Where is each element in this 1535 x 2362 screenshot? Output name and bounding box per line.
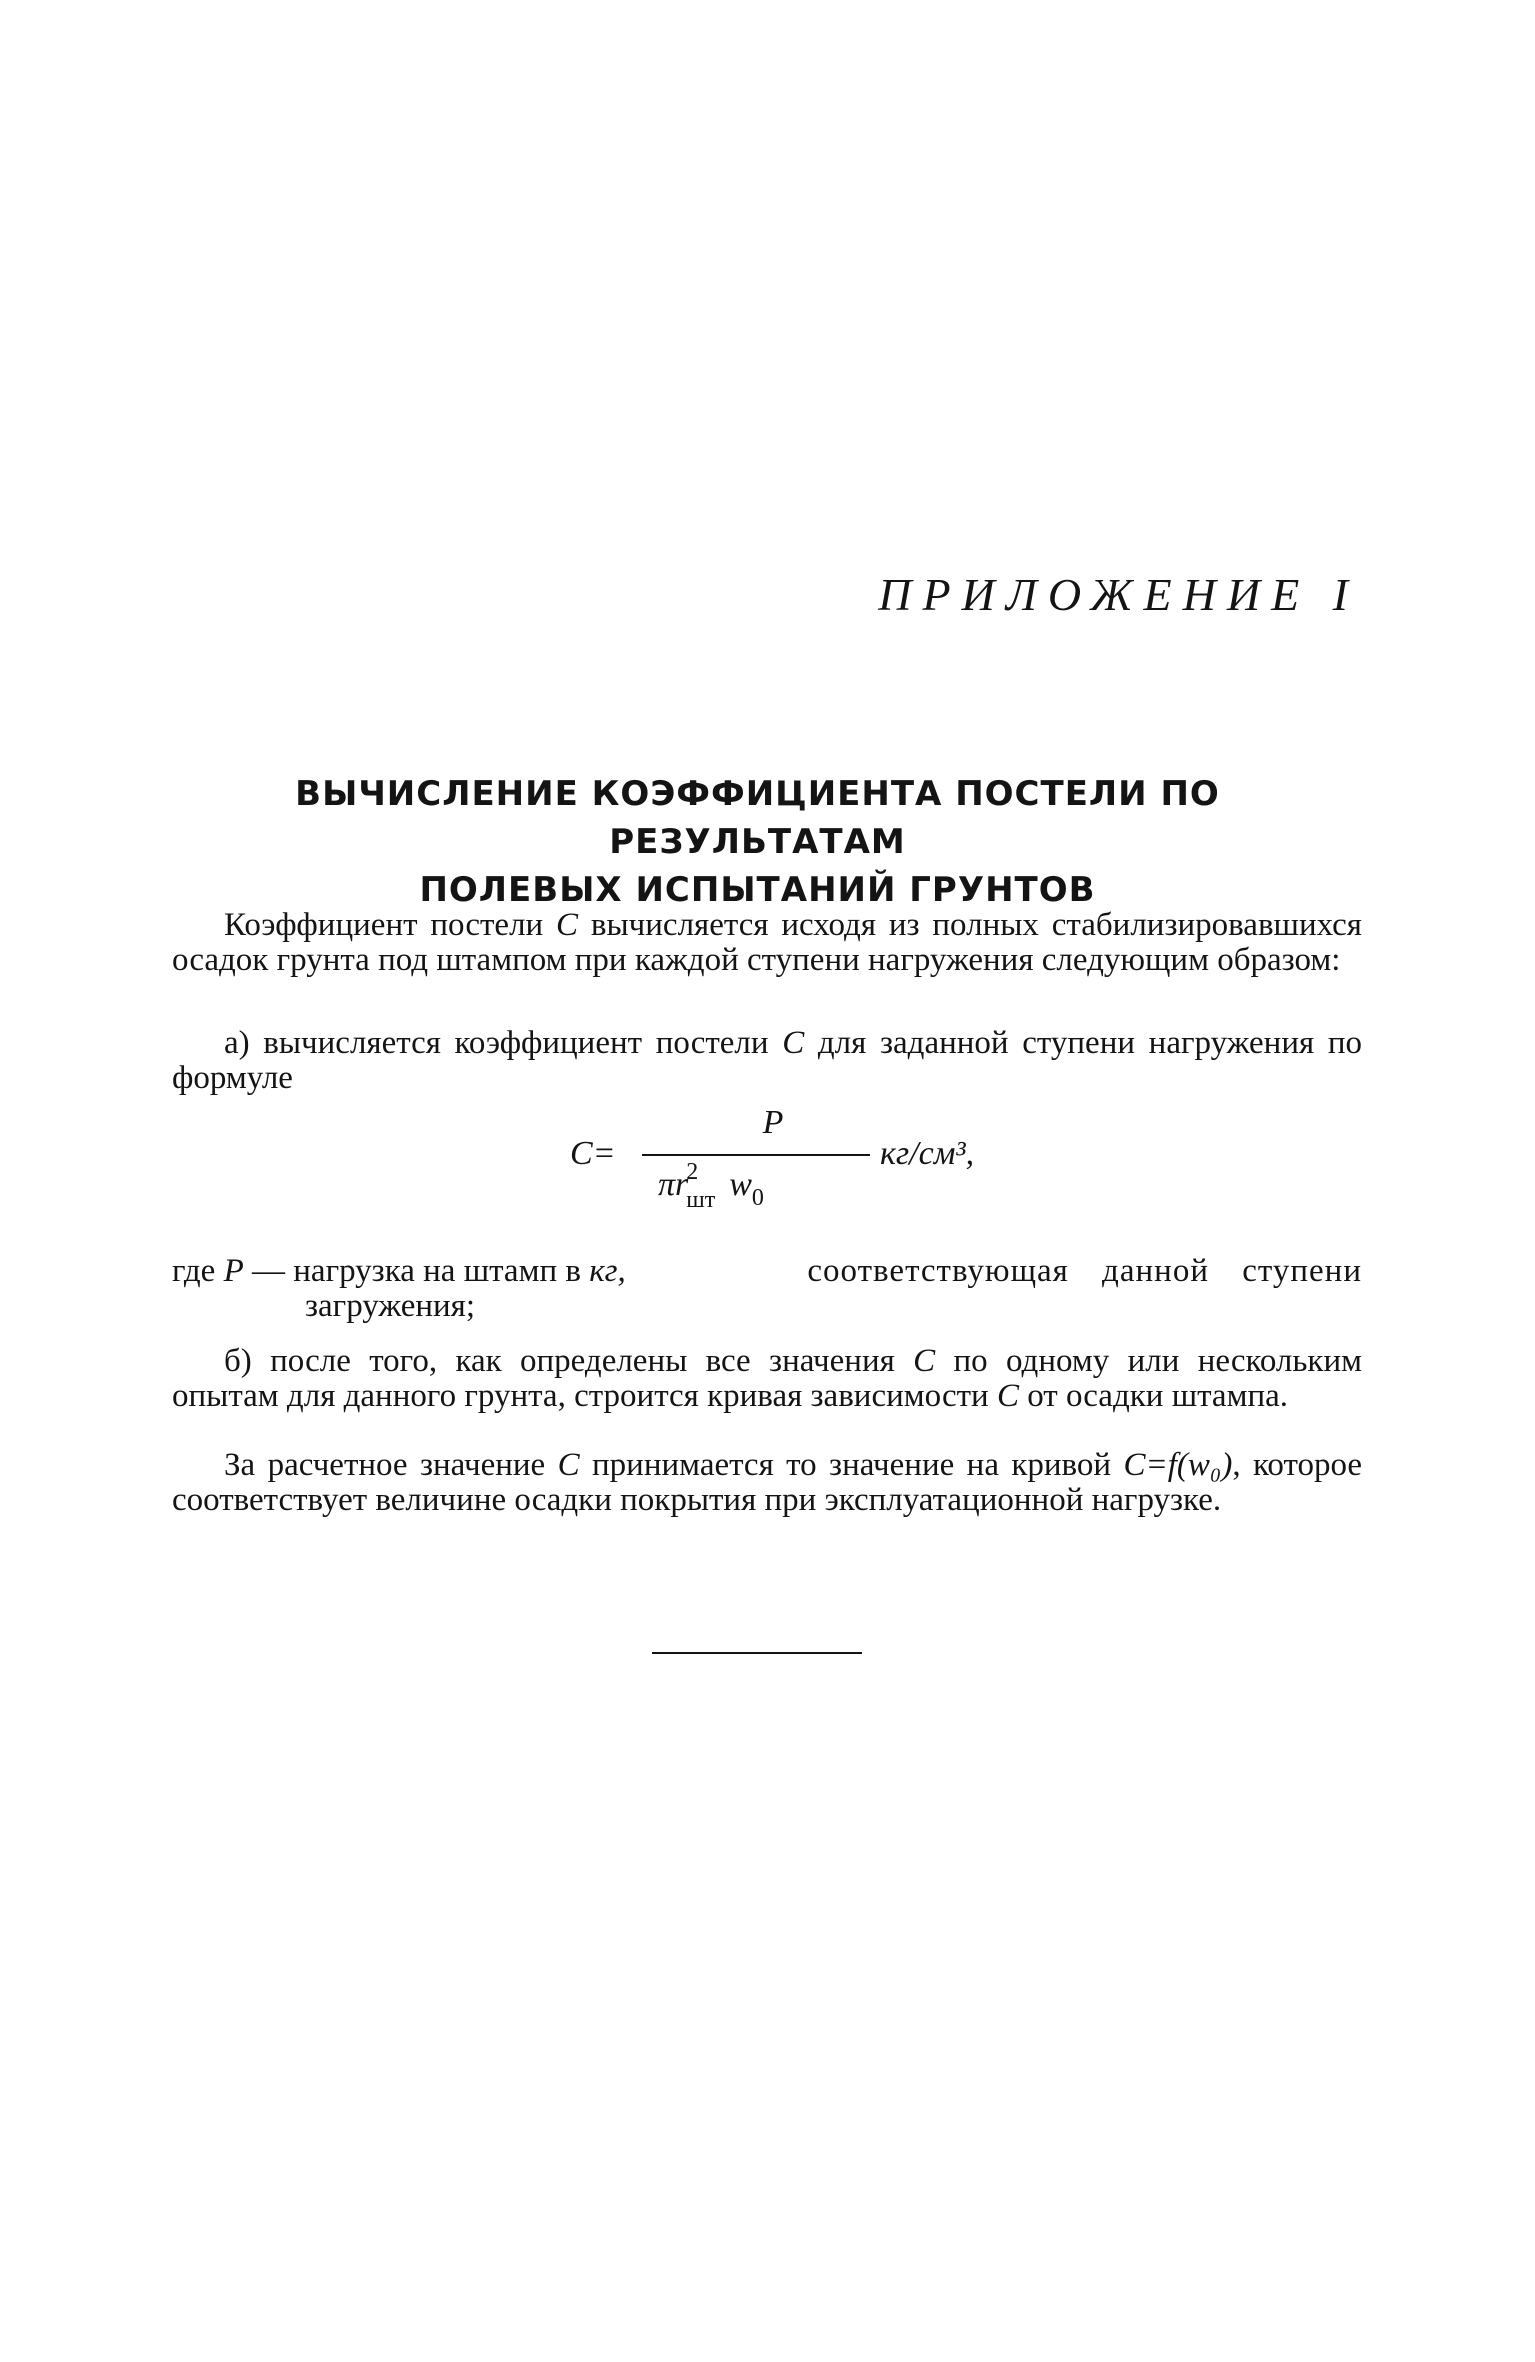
variable-c: C	[913, 1343, 936, 1379]
paragraph-step-a-text-1: а) вычисляется коэффициент постели	[224, 1025, 783, 1061]
paragraph-step-b-text-1: б) после того, как определены все значения	[224, 1343, 914, 1379]
where-left	[172, 1254, 626, 1289]
denominator-w: w	[729, 1166, 752, 1203]
paragraph-step-b-text-2: по одному или нескольким опытам для данного грунта, строится кривая зависимости	[172, 1343, 1362, 1414]
paragraph-intro-text-1: Коэффициент постели	[224, 907, 557, 943]
variable-p: P	[223, 1253, 244, 1289]
formula	[560, 1104, 1010, 1218]
function-expression: C=f(w₀)	[1123, 1447, 1233, 1483]
denominator-pi-r: πr	[658, 1166, 689, 1203]
section-title-line-1: ВЫЧИСЛЕНИЕ КОЭФФИЦИЕНТА ПОСТЕЛИ ПО РЕЗУЛЬТАТАМ	[295, 774, 1220, 862]
variable-c: C	[556, 907, 579, 943]
end-rule	[652, 1652, 862, 1654]
variable-c: C	[996, 1378, 1019, 1414]
where-clause	[172, 1254, 1362, 1324]
appendix-label: ПРИЛОЖЕНИЕ I	[878, 569, 1359, 620]
denominator-superscript: 2	[686, 1159, 699, 1185]
paragraph-step-b-text-3: от осадки штампа.	[1018, 1378, 1289, 1414]
paragraph-calculated-text-1: За расчетное значение	[224, 1447, 558, 1483]
paragraph-intro-text-2: вычисляется исходя из полных стабилизировавшихся осадок грунта под штампом при каждой ступени нагружения следующим образом:	[172, 907, 1362, 978]
formula-numerator: P	[762, 1104, 784, 1141]
formula-unit: кг/см³,	[880, 1135, 975, 1172]
where-text-2: соответствующая данной ступени	[807, 1253, 1362, 1289]
formula-lhs: C=	[570, 1135, 616, 1172]
paragraph-step-a-text-2: для заданной ступени нагружения по формуле	[172, 1025, 1362, 1096]
where-word: где	[172, 1253, 224, 1289]
section-title	[150, 770, 1365, 914]
paragraph-step-a	[172, 1026, 1362, 1096]
paragraph-intro	[172, 908, 1362, 978]
formula-denominator	[658, 1159, 764, 1213]
variable-c: C	[557, 1447, 580, 1483]
where-text-1: — нагрузка на штамп в	[243, 1253, 590, 1289]
denominator-w-subscript: 0	[751, 1185, 764, 1211]
variable-c: C	[782, 1025, 805, 1061]
paragraph-calculated-value	[172, 1448, 1362, 1518]
paragraph-calculated-text-2: принимается то значение на кривой	[579, 1447, 1124, 1483]
fraction-bar	[642, 1154, 870, 1156]
where-continuation: загружения;	[305, 1288, 476, 1324]
where-line-1	[172, 1254, 1362, 1289]
paragraph-calculated-text-3: , которое соответствует величине осадки покрытия при эксплуатационной нагрузке.	[172, 1447, 1362, 1518]
paragraph-step-b	[172, 1344, 1362, 1414]
section-title-line-2: ПОЛЕВЫХ ИСПЫТАНИЙ ГРУНТОВ	[419, 870, 1096, 910]
unit-kg: кг,	[589, 1253, 626, 1289]
denominator-subscript: шт	[686, 1187, 716, 1213]
